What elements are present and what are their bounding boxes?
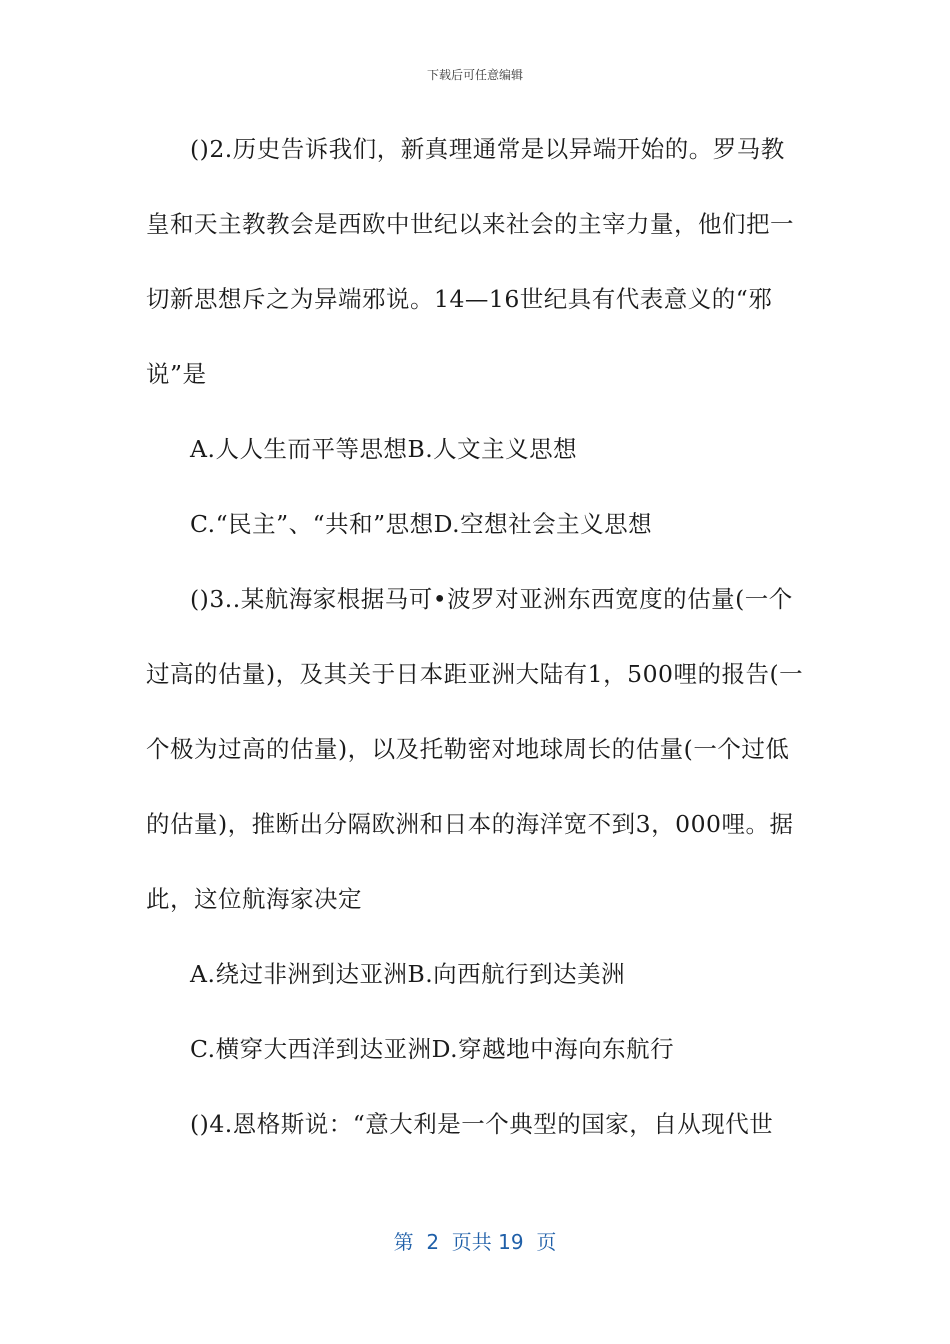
question-3-options-cd: C.横穿大西洋到达亚洲D.穿越地中海向东航行 [190, 1035, 675, 1063]
question-2-line-1: ()2.历史告诉我们，新真理通常是以异端开始的。罗马教 [190, 135, 785, 163]
page-header: 下载后可任意编辑 [426, 68, 523, 82]
question-3-line-1: ()3..某航海家根据马可•波罗对亚洲东西宽度的估量(一个 [190, 585, 793, 613]
question-2-options-ab: A.人人生而平等思想B.人文主义思想 [190, 435, 578, 463]
question-3-line-2: 过高的估量)，及其关于日本距亚洲大陆有1，500哩的报告(一 [146, 660, 804, 688]
question-2-line-4: 说”是 [146, 360, 207, 388]
question-3-line-5: 此，这位航海家决定 [146, 885, 362, 913]
question-3-line-3: 个极为过高的估量)，以及托勒密对地球周长的估量(一个过低 [146, 735, 790, 763]
question-2-line-3: 切新思想斥之为异端邪说。14—16世纪具有代表意义的“邪 [146, 285, 773, 313]
question-2-options-cd: C.“民主”、“共和”思想D.空想社会主义思想 [190, 510, 653, 538]
question-2-line-2: 皇和天主教教会是西欧中世纪以来社会的主宰力量，他们把一 [146, 210, 794, 238]
question-4-line-1: ()4.恩格斯说：“意大利是一个典型的国家，自从现代世 [190, 1110, 774, 1138]
page-footer: 第 2 页共 19 页 [393, 1230, 557, 1254]
question-3-options-ab: A.绕过非洲到达亚洲B.向西航行到达美洲 [190, 960, 626, 988]
question-3-line-4: 的估量)，推断出分隔欧洲和日本的海洋宽不到3，000哩。据 [146, 810, 794, 838]
